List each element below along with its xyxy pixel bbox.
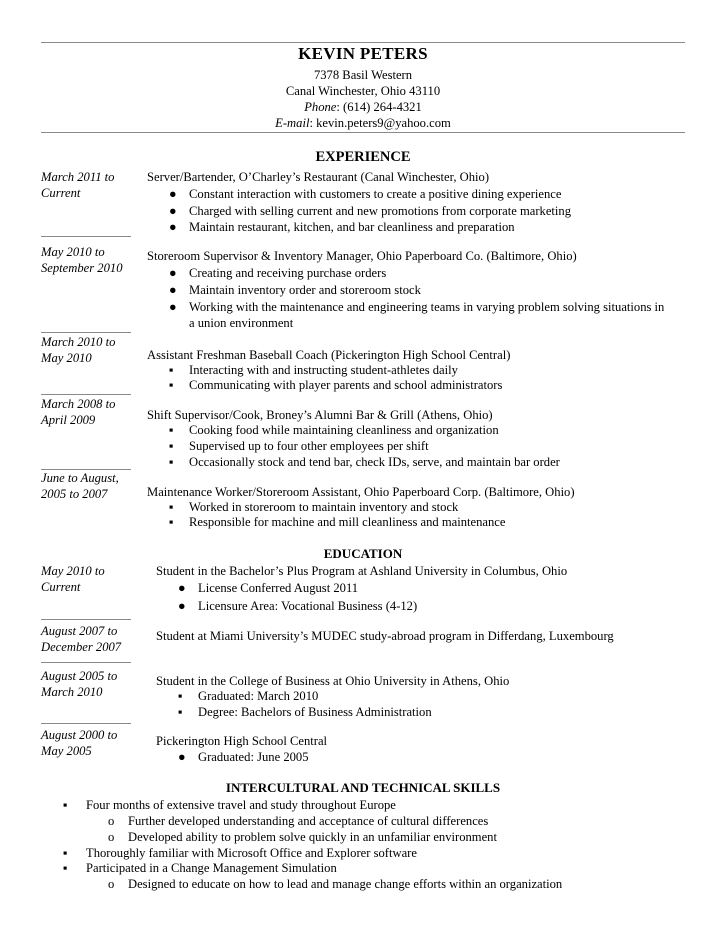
square-bullet-icon: ▪ (169, 500, 174, 514)
square-bullet-icon: ▪ (169, 439, 174, 453)
edu-title: Student at Miami University’s MUDEC study-abroad program in Differdang, Luxembourg (156, 629, 614, 643)
round-bullet-icon: ● (169, 204, 177, 218)
job-title: Storeroom Supervisor & Inventory Manager, Ohio Paperboard Co. (Baltimore, Ohio) (147, 249, 577, 263)
square-bullet-icon: ▪ (169, 515, 174, 529)
job-title: Shift Supervisor/Cook, Broney’s Alumni Bar & Grill (Athens, Ohio) (147, 408, 493, 422)
round-bullet-icon: ● (169, 187, 177, 201)
edu-date-start: August 2007 to (41, 624, 118, 638)
education-heading: EDUCATION (323, 546, 403, 561)
edu-title: Pickerington High School Central (156, 734, 328, 748)
email-line (41, 115, 685, 131)
round-bullet-icon: ● (169, 220, 177, 234)
job-date-end: April 2009 (41, 413, 96, 427)
square-bullet-icon: ▪ (178, 689, 183, 703)
hollow-bullet-icon: o (108, 814, 115, 828)
job-date-start: March 2010 to (41, 335, 116, 349)
round-bullet-icon: ● (169, 283, 177, 297)
entry-divider (41, 723, 131, 724)
address-line-1: 7378 Basil Western (313, 68, 413, 82)
hollow-bullet-icon: o (108, 877, 115, 891)
job-title: Server/Bartender, O’Charley’s Restaurant (Canal Winchester, Ohio) (147, 170, 490, 184)
skills-heading: INTERCULTURAL AND TECHNICAL SKILLS (225, 780, 501, 795)
candidate-name: KEVIN PETERS (298, 44, 428, 63)
job-date-start: March 2011 to (41, 170, 115, 184)
edu-date-end: March 2010 (41, 685, 103, 699)
job-date-end: May 2010 (41, 351, 92, 365)
job-title: Maintenance Worker/Storeroom Assistant, Ohio Paperboard Corp. (Baltimore, Ohio) (147, 485, 575, 499)
entry-divider (41, 619, 131, 620)
edu-date-end: December 2007 (41, 640, 122, 654)
job-title: Assistant Freshman Baseball Coach (Pickerington High School Central) (147, 348, 511, 362)
address-line-2: Canal Winchester, Ohio 43110 (285, 84, 441, 98)
job-date-end: 2005 to 2007 (41, 487, 108, 501)
job-date-start: May 2010 to (41, 245, 105, 259)
email-label: E-mail (275, 116, 310, 130)
job-date-end: September 2010 (41, 261, 123, 275)
square-bullet-icon: ▪ (178, 705, 183, 719)
job-date-start: March 2008 to (41, 397, 116, 411)
square-bullet-icon: ▪ (63, 861, 68, 875)
edu-title: Student in the Bachelor’s Plus Program at Ashland University in Columbus, Ohio (156, 564, 568, 578)
job-date-start: June to August, (41, 471, 119, 485)
square-bullet-icon: ▪ (169, 423, 174, 437)
square-bullet-icon: ▪ (63, 846, 68, 860)
email-address: : kevin.peters9@yahoo.com (309, 116, 451, 130)
round-bullet-icon: ● (169, 266, 177, 280)
edu-date-end: May 2005 (41, 744, 92, 758)
entry-divider (41, 662, 131, 663)
phone-line (41, 99, 685, 115)
round-bullet-icon: ● (178, 599, 186, 613)
hollow-bullet-icon: o (108, 830, 115, 844)
phone-number: : (614) 264-4321 (336, 100, 422, 114)
entry-divider (41, 394, 131, 395)
edu-date-start: August 2005 to (41, 669, 118, 683)
entry-divider (41, 236, 131, 237)
square-bullet-icon: ▪ (169, 455, 174, 469)
edu-date-start: August 2000 to (41, 728, 118, 742)
round-bullet-icon: ● (178, 750, 186, 764)
entry-divider (41, 332, 131, 333)
square-bullet-icon: ▪ (169, 363, 174, 377)
job-bullet-continuation: a union environment (189, 316, 294, 330)
square-bullet-icon: ▪ (63, 798, 68, 812)
top-rule (41, 42, 685, 43)
job-date-end: Current (41, 186, 81, 200)
header-bottom-rule (41, 132, 685, 133)
edu-date-end: Current (41, 580, 81, 594)
edu-date-start: May 2010 to (41, 564, 105, 578)
edu-title: Student in the College of Business at Ohio University in Athens, Ohio (156, 674, 510, 688)
phone-label: Phone (304, 100, 337, 114)
round-bullet-icon: ● (169, 300, 177, 314)
square-bullet-icon: ▪ (169, 378, 174, 392)
round-bullet-icon: ● (178, 581, 186, 595)
experience-heading: EXPERIENCE (315, 149, 411, 165)
